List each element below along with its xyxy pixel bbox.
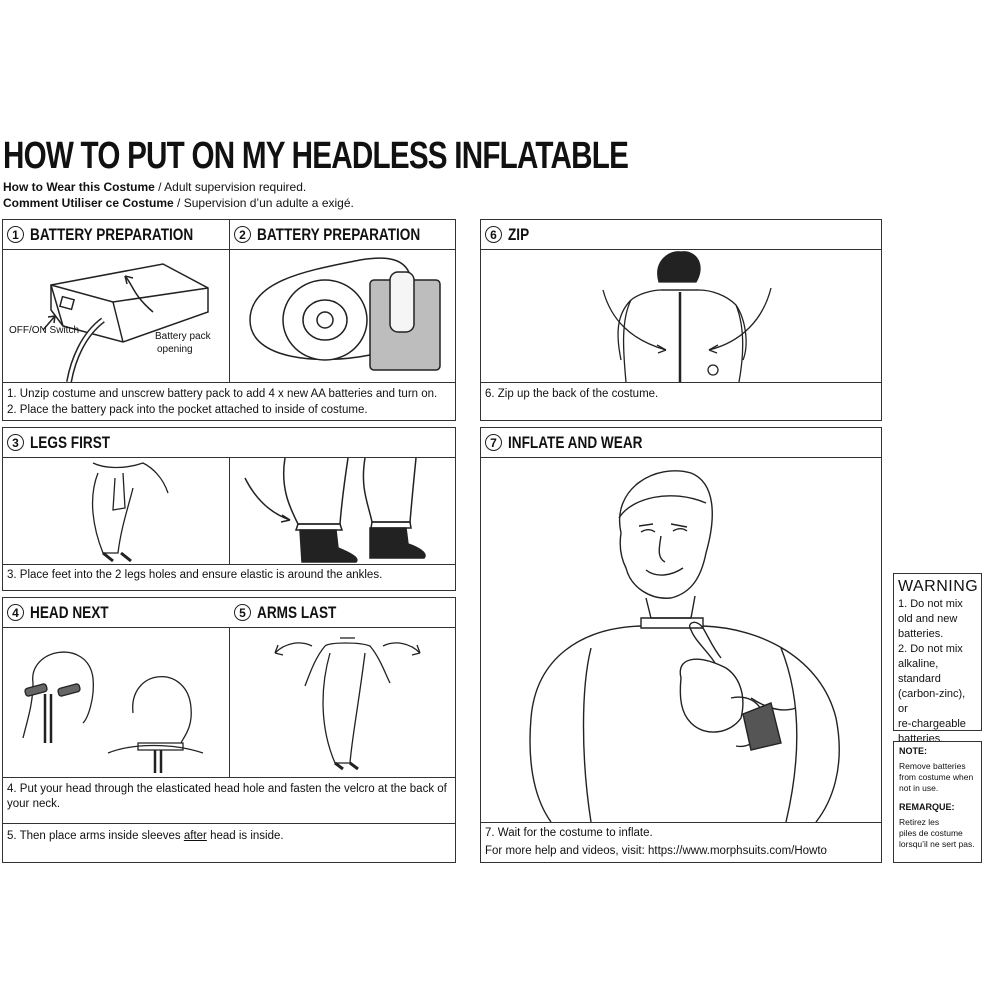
subtitle-french-bold: Comment Utiliser ce Costume [3, 196, 174, 210]
note-text-line: Remove batteries [899, 761, 966, 771]
step-6-title: ZIP [508, 224, 530, 244]
step-5-title: ARMS LAST [257, 602, 337, 622]
subtitle-english-bold: How to Wear this Costume [3, 180, 155, 194]
zip-back-illustration [481, 250, 881, 382]
warning-line: re-chargeable [898, 718, 966, 730]
warning-line: batteries. [898, 628, 944, 640]
help-link[interactable]: For more help and videos, visit: https://www.morphsuits.com/Howto [485, 845, 827, 857]
note-heading-french: REMARQUE: [899, 802, 955, 812]
subtitle-english [3, 180, 306, 195]
warning-line: (carbon-zinc), or [898, 688, 966, 715]
head-velcro-illustration [3, 628, 229, 777]
head-arms-panel [2, 597, 456, 863]
step-5-caption-start: 5. Then place arms inside sleeves [7, 830, 184, 842]
warning-line: 2. Do not mix [898, 643, 963, 655]
step-4-number: 4 [7, 604, 24, 621]
warning-line: 1. Do not mix [898, 598, 963, 610]
step-3-number: 3 [7, 434, 24, 451]
battery-opening-label [155, 330, 211, 356]
step-2-heading [230, 220, 461, 249]
step-5-caption [7, 829, 451, 844]
note-text-french-line: lorsqu’il ne sert pas. [899, 839, 975, 849]
inflated-costume-illustration [481, 458, 881, 822]
warning-line: alkaline, [898, 658, 939, 670]
fan-and-pocket-illustration [230, 250, 456, 382]
note-heading: NOTE: [899, 746, 927, 756]
warning-box [893, 573, 982, 745]
subtitle-french-rest: / Supervision d’un adulte a exigé. [173, 196, 354, 210]
step-7-caption: 7. Wait for the costume to inflate. [485, 827, 653, 839]
legs-panel [2, 427, 456, 591]
legs-panel-header [3, 428, 455, 458]
step-7-title: INFLATE AND WEAR [508, 432, 643, 452]
subtitle-english-rest: / Adult supervision required. [154, 180, 307, 194]
step-3-title: LEGS FIRST [30, 432, 111, 452]
battery-opening-label-line-2: opening [157, 344, 193, 355]
step-7-number: 7 [485, 434, 502, 451]
warning-line: standard [898, 673, 941, 685]
step-5-caption-end: head is inside. [206, 830, 284, 842]
inflate-panel-header [481, 428, 881, 458]
step-2-title: BATTERY PREPARATION [257, 224, 421, 244]
head-arms-panel-header [3, 598, 455, 628]
arms-in-sleeves-illustration [230, 628, 456, 777]
page-title: HOW TO PUT ON MY HEADLESS INFLATABLE [3, 135, 629, 177]
battery-panel [2, 219, 456, 421]
step-1-heading [3, 220, 234, 249]
step-1-title: BATTERY PREPARATION [30, 224, 194, 244]
subtitle-french [3, 196, 354, 211]
note-text-french-line: piles de costume [899, 828, 963, 838]
step-6-number: 6 [485, 226, 502, 243]
step-1-number: 1 [7, 226, 24, 243]
note-box [893, 741, 982, 863]
battery-pack-illustration [3, 250, 229, 382]
step-5-number: 5 [234, 604, 251, 621]
switch-label: OFF/ON Switch [9, 325, 80, 336]
step-4-caption: 4. Put your head through the elasticated head hole and fasten the velcro at the back of your neck. [7, 783, 447, 810]
note-text-line: not in use. [899, 783, 939, 793]
step-5-caption-after: after [183, 830, 207, 842]
inflate-panel [480, 427, 882, 863]
step-6-heading [481, 220, 534, 249]
step-3-heading [3, 428, 130, 457]
step-2-caption: 2. Place the battery pack into the pocket attached to inside of costume. [7, 404, 368, 416]
step-1-caption: 1. Unzip costume and unscrew battery pack to add 4 x new AA batteries and turn on. [7, 388, 438, 400]
note-text-line: from costume when [899, 772, 974, 782]
step-6-caption: 6. Zip up the back of the costume. [485, 388, 659, 400]
zip-panel [480, 219, 882, 421]
step-5-heading [230, 598, 356, 627]
feet-in-legs-illustration [230, 458, 456, 564]
step-2-number: 2 [234, 226, 251, 243]
legs-figure-illustration [3, 458, 229, 564]
zip-panel-header [481, 220, 881, 250]
warning-line: old and new [898, 613, 958, 625]
warning-line: batteries. [898, 733, 944, 745]
step-3-caption: 3. Place feet into the 2 legs holes and ensure elastic is around the ankles. [7, 569, 383, 581]
warning-title: WARNING [898, 578, 979, 595]
battery-opening-label-line-1: Battery pack [155, 331, 211, 342]
step-4-title: HEAD NEXT [30, 602, 109, 622]
note-text-french-line: Retirez les [899, 817, 940, 827]
step-7-heading [481, 428, 676, 457]
step-4-heading [3, 598, 128, 627]
